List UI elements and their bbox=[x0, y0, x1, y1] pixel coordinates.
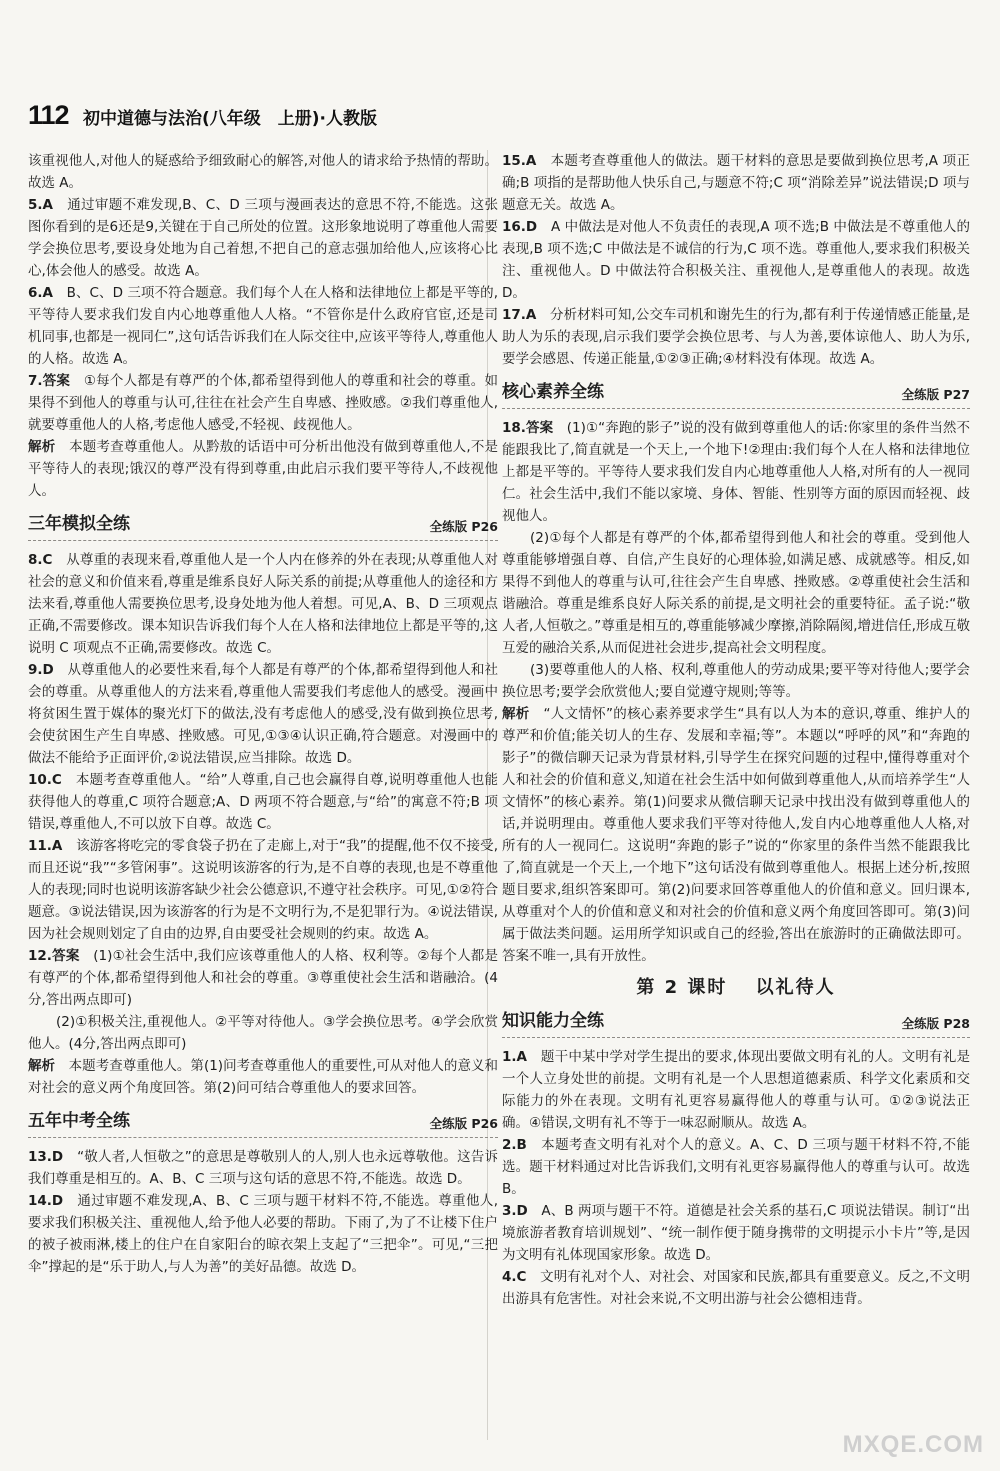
answer-text: (1)①社会生活中,我们应该尊重他人的人格、权利等。②每个人都是有尊严的个体,都希望得到他人和社会的尊重。③尊重使社会生活和谐融洽。(4分,答出两点即可) bbox=[28, 948, 499, 1008]
answer-item bbox=[28, 769, 498, 835]
section-title: 知识能力全练 bbox=[502, 1011, 604, 1031]
answer-label: 8.C bbox=[28, 552, 53, 568]
answer-item bbox=[28, 194, 498, 282]
answer-item bbox=[28, 370, 498, 436]
continued-paragraph: 该重视他人,对他人的疑惑给予细致耐心的解答,对他人的请求给予热情的帮助。故选 A。 bbox=[28, 153, 498, 191]
answer-text: 文明有礼对个人、对社会、对国家和民族,都具有重要意义。反之,不文明出游具有危害性。对社会来说,不文明出游与社会公德相违背。 bbox=[502, 1269, 971, 1307]
answer-label: 10.C bbox=[28, 772, 62, 788]
answer-label: 6.A bbox=[28, 285, 53, 301]
answer-item bbox=[28, 659, 498, 769]
answer-item bbox=[28, 1146, 498, 1190]
answer-label: 18.答案 bbox=[502, 420, 554, 436]
answer-item bbox=[28, 1190, 498, 1278]
section-ref: 全练版 P28 bbox=[901, 1016, 970, 1031]
section-header bbox=[502, 1007, 970, 1038]
answer-item bbox=[502, 304, 970, 370]
answer-item bbox=[28, 945, 498, 1011]
answer-text: 从尊重他人的必要性来看,每个人都是有尊严的个体,都希望得到他人和社会的尊重。从尊重他人的方法来看,尊重他人需要我们考虑他人的感受。漫画中将贫困生置于媒体的聚光灯下的做法,没有考虑他人的感受,没有做到换位思考,会使贫困生产生自卑感、挫败感。可见,①③④认识正确,符合题意。对漫画中的做法不能给予正面评价,②说法错误,应当排除。故选 D。 bbox=[28, 662, 498, 766]
answer-text: A 中做法是对他人不负责任的表现,A 项不选;B 中做法是不尊重他人的表现,B 项不选;C 中做法是不诚信的行为,C 项不选。尊重他人,要求我们积极关注、重视他人。D 中做法符合积极关注、重视他人,是尊重他人的表现。故选 D。 bbox=[502, 219, 971, 301]
answer-text: 通过审题不难发现,B、C、D 三项与漫画表达的意思不符,不能选。这张图你看到的是6还是9,关键在于自己所处的位置。这形象地说明了尊重他人需要学会换位思考,要设身处地为自己着想,不把自己的意志强加给他人,应该将心比心,体会他人的感受。故选 A。 bbox=[28, 197, 498, 279]
book-title: 初中道德与法治(八年级 上册)·人教版 bbox=[83, 109, 377, 129]
answer-text: (1)①“奔跑的影子”说的没有做到尊重他人的话:你家里的条件当然不能跟我比了,简直就是一个天上,一个地下!②理由:我们每个人在人格和法律地位上都是平等的。平等待人要求我们发自内心地尊重他人人格,对所有的人一视同仁。社会生活中,我们不能以家境、身体、智能、性别等方面的原因而轻视、歧视他人。 bbox=[502, 420, 971, 524]
analysis-label: 解析 bbox=[502, 706, 530, 722]
answer-item bbox=[28, 282, 498, 370]
answer-text: 分析材料可知,公交车司机和谢先生的行为,都有利于传递情感正能量,是助人为乐的表现,启示我们要学会换位思考、与人为善,要体谅他人、助人为乐,要学会感恩、传递正能量,①②③正确;④材料没有体现。故选 A。 bbox=[502, 307, 971, 367]
answer-text: 从尊重的表现来看,尊重他人是一个人内在修养的外在表现;从尊重他人对社会的意义和价值来看,尊重是维系良好人际关系的前提;从尊重他人的途径和方法来看,尊重他人需要换位思考,设身处地为他人着想。可见,A、B、D 三项观点正确,不需要修改。课本知识告诉我们每个人在人格和法律地位上都是平等的,这说明 C 项观点不正确,需要修改。故选 C。 bbox=[28, 552, 498, 656]
answer-subpart: (2)①积极关注,重视他人。②平等对待他人。③学会换位思考。④学会欣赏他人。(4分,答出两点即可) bbox=[28, 1014, 498, 1052]
section-title: 五年中考全练 bbox=[28, 1111, 130, 1131]
section-title: 三年模拟全练 bbox=[28, 514, 130, 534]
page-number: 112 bbox=[28, 100, 69, 130]
answer-item bbox=[502, 150, 970, 216]
answer-text: “敬人者,人恒敬之”的意思是尊敬别人的人,别人也永远尊敬他。这告诉我们尊重是相互的。A、B、C 三项与这句话的意思不符,不能选。故选 D。 bbox=[28, 1149, 498, 1187]
answer-label: 13.D bbox=[28, 1149, 64, 1165]
page-header bbox=[28, 100, 978, 134]
answer-label: 7.答案 bbox=[28, 373, 71, 389]
answer-label: 14.D bbox=[28, 1193, 64, 1209]
answer-subpart: (3)要尊重他人的人格、权利,尊重他人的劳动成果;要平等对待他人;要学会换位思考;要学会欣赏他人;要自觉遵守规则;等等。 bbox=[502, 662, 970, 700]
answer-item bbox=[28, 549, 498, 659]
section-title: 核心素养全练 bbox=[502, 382, 604, 402]
answer-label: 3.D bbox=[502, 1203, 528, 1219]
answer-label: 9.D bbox=[28, 662, 54, 678]
answer-subpart: (2)①每个人都是有尊严的个体,都希望得到他人和社会的尊重。受到他人尊重能够增强自尊、自信,产生良好的心理体验,如满足感、成就感等。相反,如果得不到他人的尊重与认可,往往会产生自卑感、挫败感。②尊重使社会生活和谐融洽。尊重是维系良好人际关系的前提,是文明社会的重要特征。孟子说:“敬人者,人恒敬之。”尊重是相互的,尊重能够减少摩擦,消除隔阂,增进信任,形成互敬互爱的融洽关系,从而促进社会进步,提高社会文明程度。 bbox=[502, 530, 970, 656]
section-header bbox=[28, 1107, 498, 1138]
analysis-text: “人文情怀”的核心素养要求学生“具有以人为本的意识,尊重、维护人的尊严和价值;能关切人的生存、发展和幸福;等”。本题以“呼呼的风”和“奔跑的影子”的微信聊天记录为背景材料,引导学生在探究问题的过程中,懂得尊重对个人和社会的价值和意义,知道在社会生活中如何做到尊重他人,从而培养学生“人文情怀”的核心素养。第(1)问要求从微信聊天记录中找出没有做到尊重他人的话,并说明理由。尊重他人要求我们平等对待他人,发自内心地尊重他人人格,对所有的人一视同仁。这说明“奔跑的影子”说的“你家里的条件当然不能跟我比了,简直就是一个天上,一个地下”这句话没有做到尊重他人。根据上述分析,按照题目要求,组织答案即可。第(2)问要求回答尊重他人的价值和意义。回归课本,从尊重对个人的价值和意义和对社会的价值和意义两个角度回答即可。第(3)问属于做法类问题。运用所学知识或自己的经验,答出在旅游时的正确做法即可。答案不唯一,具有开放性。 bbox=[502, 706, 971, 964]
analysis-item bbox=[502, 703, 970, 967]
answer-label: 11.A bbox=[28, 838, 63, 854]
answer-label: 15.A bbox=[502, 153, 537, 169]
answer-item bbox=[502, 216, 970, 304]
answer-text: 通过审题不难发现,A、B、C 三项与题干材料不符,不能选。尊重他人,要求我们积极关注、重视他人,给予他人必要的帮助。下雨了,为了不让楼下住户的被子被雨淋,楼上的住户在自家阳台的晾衣架上支起了“三把伞”。可见,“三把伞”撑起的是“乐于助人,与人为善”的美好品德。故选 D。 bbox=[28, 1193, 498, 1275]
answer-text: 本题考查文明有礼对个人的意义。A、C、D 三项与题干材料不符,不能选。题干材料通过对比告诉我们,文明有礼更容易赢得他人的尊重与认可。故选 B。 bbox=[502, 1137, 971, 1197]
analysis-item bbox=[28, 1055, 498, 1099]
site-watermark: MXQE.COM bbox=[842, 1431, 984, 1458]
answer-label: 1.A bbox=[502, 1049, 527, 1065]
answer-label: 17.A bbox=[502, 307, 537, 323]
answer-item bbox=[28, 835, 498, 945]
analysis-text: 本题考查尊重他人。从黔敖的话语中可分析出他没有做到尊重他人,不是平等待人的表现;饿汉的尊严没有得到尊重,由此启示我们要平等待人,不歧视他人。 bbox=[28, 439, 499, 499]
answer-text: B、C、D 三项不符合题意。我们每个人在人格和法律地位上都是平等的,平等待人要求我们发自内心地尊重他人人格。“不管你是什么政府官宦,还是司机同事,也都是一视同仁”,这句话告诉我们在人际交往中,应该平等待人,尊重他人的人格。故选 A。 bbox=[28, 285, 498, 367]
left-column bbox=[28, 150, 498, 1278]
answer-item bbox=[502, 1046, 970, 1134]
section-ref: 全练版 P26 bbox=[429, 1116, 498, 1131]
answer-item bbox=[502, 417, 970, 527]
answer-text: 该游客将吃完的零食袋子扔在了走廊上,对于“我”的提醒,他不仅不接受,而且还说“我”“多管闲事”。这说明该游客的行为,是不自尊的表现,也是不尊重他人的表现;同时也说明该游客缺少社会公德意识,不遵守社会秩序。可见,①②符合题意。③说法错误,因为该游客的行为是不文明行为,不是犯罪行为。④说法错误,因为社会规则划定了自由的边界,自由要受社会规则的约束。故选 A。 bbox=[28, 838, 498, 942]
answer-text: 本题考查尊重他人。“给”人尊重,自己也会赢得自尊,说明尊重他人也能获得他人的尊重,C 项符合题意;A、D 两项不符合题意,与“给”的寓意不符;B 项错误,尊重他人,不可以放下自尊。故选 C。 bbox=[28, 772, 499, 832]
answer-item bbox=[502, 1266, 970, 1310]
section-header bbox=[28, 510, 498, 541]
answer-label: 4.C bbox=[502, 1269, 527, 1285]
answer-label: 5.A bbox=[28, 197, 53, 213]
answer-text: A、B 两项与题干不符。道德是社会关系的基石,C 项说法错误。制订“出境旅游者教育培训规划”、“统一制作便于随身携带的文明提示小卡片”等,是因为文明有礼体现国家形象。故选 D。 bbox=[502, 1203, 971, 1263]
section-ref: 全练版 P26 bbox=[429, 519, 498, 534]
answer-text: ①每个人都是有尊严的个体,都希望得到他人的尊重和社会的尊重。如果得不到他人的尊重与认可,往往在社会产生自卑感、挫败感。②我们尊重他人,就要尊重他人的人格,考虑他人感受,不轻视、歧视他人。 bbox=[28, 373, 498, 433]
analysis-label: 解析 bbox=[28, 439, 56, 455]
lesson-name: 以礼待人 bbox=[755, 977, 836, 998]
analysis-label: 解析 bbox=[28, 1058, 56, 1074]
answer-text: 本题考查尊重他人的做法。题干材料的意思是要做到换位思考,A 项正确;B 项指的是帮助他人快乐自己,与题意不符;C 项“消除差异”说法错误;D 项与题意无关。故选 A。 bbox=[502, 153, 970, 213]
right-column bbox=[502, 150, 970, 1310]
answer-label: 12.答案 bbox=[28, 948, 80, 964]
section-ref: 全练版 P27 bbox=[901, 387, 970, 402]
answer-item bbox=[502, 1200, 970, 1266]
lesson-number: 第 2 课时 bbox=[636, 977, 728, 998]
section-header bbox=[502, 378, 970, 409]
answer-label: 2.B bbox=[502, 1137, 527, 1153]
lesson-title bbox=[502, 977, 970, 999]
answer-item bbox=[502, 1134, 970, 1200]
analysis-text: 本题考查尊重他人。第(1)问考查尊重他人的重要性,可从对他人的意义和对社会的意义两个角度回答。第(2)问可结合尊重他人的要求回答。 bbox=[28, 1058, 499, 1096]
answer-text: 题干中某中学对学生提出的要求,体现出要做文明有礼的人。文明有礼是一个人立身处世的前提。文明有礼是一个人思想道德素质、科学文化素质和交际能力的外在表现。文明有礼更容易赢得他人的尊重与认可。①②③说法正确。④错误,文明有礼不等于一味忍耐顺从。故选 A。 bbox=[502, 1049, 971, 1131]
answer-label: 16.D bbox=[502, 219, 538, 235]
analysis-item bbox=[28, 436, 498, 502]
